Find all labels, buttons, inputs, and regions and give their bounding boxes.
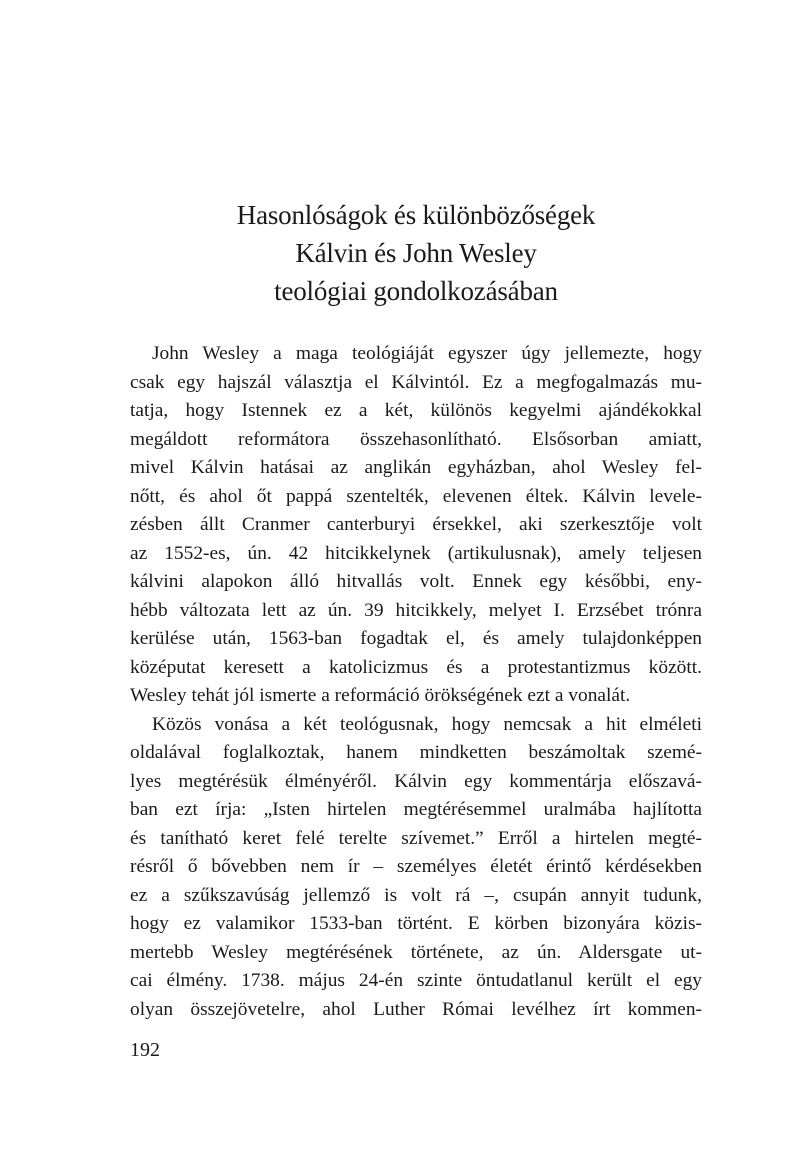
chapter-title-line: Kálvin és John Wesley — [295, 238, 537, 268]
paragraph-1 — [130, 340, 702, 711]
text-line: mertebb Wesley megtérésének története, az ún. Aldersgate ut- — [130, 941, 702, 963]
text-line: ez a szűkszavúság jellemző is volt rá –, csupán annyit tudunk, — [130, 884, 702, 906]
text-line: Wesley tehát jól ismerte a reformáció örökségének ezt a vonalát. — [130, 685, 631, 706]
chapter-title-line: Hasonlóságok és különbözőségek — [236, 200, 596, 230]
text-line: mivel Kálvin hatásai az anglikán egyházban, ahol Wesley fel- — [130, 457, 702, 478]
text-line: hébb változata lett az ún. 39 hitcikkely, melyet I. Erzsébet trónra — [130, 599, 702, 621]
paragraph-2 — [130, 711, 702, 1025]
chapter-title-line: teológiai gondolkozásában — [274, 276, 558, 306]
text-line: kálvini alapokon álló hitvallás volt. Ennek egy későbbi, eny- — [130, 571, 702, 592]
text-line: tatja, hogy Istennek ez a két, különös kegyelmi ajándékokkal — [130, 400, 702, 421]
text-line: csak egy hajszál választja el Kálvintól. Ez a megfogalmazás mu- — [130, 371, 702, 393]
text-line: John Wesley a maga teológiáját egyszer úgy jellemezte, hogy — [152, 343, 702, 364]
text-line: és tanítható keret felé terelte szívemet.” Erről a hirtelen megté- — [130, 827, 702, 849]
text-line: oldalával foglalkoztak, hanem mindketten beszámoltak szemé- — [130, 742, 702, 763]
text-line: az 1552-es, ún. 42 hitcikkelynek (artikulusnak), amely teljesen — [130, 542, 702, 564]
text-line: megáldott reformátora összehasonlítható. Elsősorban amiatt, — [130, 428, 702, 450]
text-line: résről ő bővebben nem ír – személyes életét érintő kérdésekben — [130, 856, 702, 877]
body-text — [130, 340, 702, 1024]
text-line: hogy ez valamikor 1533-ban történt. E körben bizonyára közis- — [130, 913, 702, 934]
text-line: zésben állt Cranmer canterburyi érsekkel, aki szerkesztője volt — [130, 514, 702, 535]
text-line: középutat keresett a katolicizmus és a protestantizmus között. — [130, 656, 702, 678]
text-line: nőtt, és ahol őt pappá szentelték, elevenen éltek. Kálvin levele- — [130, 485, 702, 507]
text-line: ban ezt írja: „Isten hirtelen megtérésemmel uralmába hajlította — [130, 799, 702, 820]
text-line: Közös vonása a két teológusnak, hogy nemcsak a hit elméleti — [152, 713, 702, 735]
chapter-title — [130, 196, 702, 310]
text-line: olyan összejövetelre, ahol Luther Római levélhez írt kommen- — [130, 998, 702, 1020]
text-line: cai élmény. 1738. május 24-én szinte öntudatlanul került el egy — [130, 970, 702, 991]
page-number: 192 — [130, 1039, 160, 1061]
text-line: kerülése után, 1563-ban fogadtak el, és amely tulajdonképpen — [130, 628, 702, 649]
text-line: lyes megtérésük élményéről. Kálvin egy kommentárja előszavá- — [130, 770, 702, 792]
